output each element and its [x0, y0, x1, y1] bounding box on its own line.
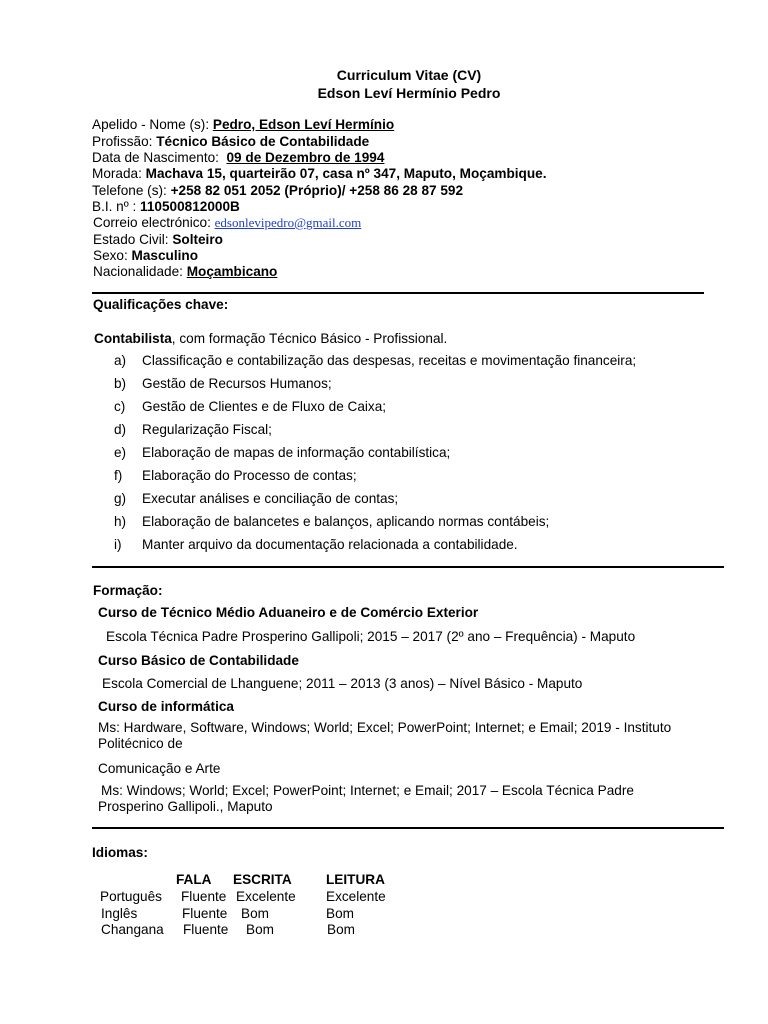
lang-leitura: Bom — [326, 906, 354, 921]
morada-row — [92, 165, 547, 182]
lang-escrita: Bom — [246, 922, 274, 937]
qualificacoes-heading: Qualificações chave: — [93, 297, 229, 312]
list-item-text: Executar análises e conciliação de contas; — [142, 491, 399, 506]
list-item — [0, 375, 768, 398]
list-item — [0, 398, 768, 421]
idiomas-heading: Idiomas: — [92, 845, 148, 860]
lang-fala: Fluente — [181, 889, 227, 904]
document-title: Curriculum Vitae (CV) — [336, 67, 482, 83]
lang-fala: Fluente — [183, 922, 229, 937]
list-item-text: Classificação e contabilização das despesas, receitas e movimentação financeira; — [142, 353, 637, 368]
telefone-label: Telefone (s): — [92, 183, 171, 198]
telefone-row — [92, 182, 463, 199]
telefone-value: +258 82 051 2052 (Próprio)/ +258 86 28 87 592 — [170, 183, 464, 198]
list-item-letter: h) — [114, 514, 127, 529]
lang-escrita: Excelente — [236, 889, 296, 904]
col-fala: FALA — [176, 872, 212, 887]
nascimento-row — [92, 149, 384, 166]
curso3-detail2: Ms: Windows; World; Excel; PowerPoint; Internet; e Email; 2017 – Escola Técnica Padre Prosperino Gallipoli., Maputo — [98, 783, 634, 814]
list-item-letter: d) — [114, 422, 127, 437]
nacionalidade-row — [93, 263, 277, 280]
list-item-text: Regularização Fiscal; — [142, 422, 272, 437]
list-item-text: Elaboração de balancetes e balanços, aplicando normas contábeis; — [142, 514, 550, 529]
curso2-title: Curso Básico de Contabilidade — [98, 653, 299, 668]
lang-name: Português — [100, 889, 162, 904]
qualificacoes-intro — [94, 330, 447, 347]
nascimento-label: Data de Nascimento: — [92, 150, 219, 165]
curso3-title: Curso de informática — [98, 699, 234, 714]
email-row — [93, 214, 361, 231]
lang-fala: Fluente — [182, 906, 228, 921]
list-item — [0, 444, 768, 467]
bi-row — [92, 198, 240, 215]
list-item-letter: g) — [114, 491, 127, 506]
lang-leitura: Bom — [327, 922, 355, 937]
divider-2 — [92, 566, 724, 568]
list-item-text: Elaboração de mapas de informação contabilística; — [142, 445, 451, 460]
list-item-letter: i) — [114, 537, 122, 552]
apelido-label: Apelido - Nome (s): — [92, 117, 213, 132]
list-item-letter: c) — [114, 399, 126, 414]
lang-leitura: Excelente — [326, 889, 386, 904]
email-link[interactable]: edsonlevipedro@gmail.com — [214, 215, 362, 230]
curso3-detail1: Ms: Hardware, Software, Windows; World; Excel; PowerPoint; Internet; e Email; 2019 - Instituto Politécnico de — [98, 720, 672, 751]
candidate-name: Edson Leví Hermínio Pedro — [317, 85, 501, 101]
apelido-value: Pedro, Edson Leví Hermínio — [212, 117, 395, 132]
list-item-text: Elaboração do Processo de contas; — [142, 468, 357, 483]
list-item-letter: a) — [114, 353, 127, 368]
lang-name: Changana — [101, 922, 164, 937]
profissao-row — [92, 133, 369, 150]
col-escrita: ESCRITA — [233, 872, 292, 887]
list-item-text: Gestão de Clientes e de Fluxo de Caixa; — [142, 399, 387, 414]
curso1-detail: Escola Técnica Padre Prosperino Gallipoli; 2015 – 2017 (2º ano – Frequência) - Maputo — [106, 629, 636, 644]
list-item — [0, 421, 768, 444]
morada-label: Morada: — [92, 166, 146, 181]
divider-3 — [92, 827, 724, 829]
apelido-row — [92, 116, 394, 133]
email-label: Correio electrónico: — [93, 215, 215, 230]
nacionalidade-label: Nacionalidade: — [93, 264, 187, 279]
civil-row — [93, 231, 223, 248]
profissao-label: Profissão: — [92, 134, 157, 149]
sexo-row — [93, 247, 198, 264]
list-item-letter: b) — [114, 376, 127, 391]
list-item-text: Gestão de Recursos Humanos; — [142, 376, 332, 391]
qualificacoes-intro-rest: , com formação Técnico Básico - Profissional. — [171, 331, 448, 346]
nascimento-value: 09 de Dezembro de 1994 — [226, 150, 385, 165]
bi-label: B.I. nº : — [92, 199, 141, 214]
lang-name: Inglês — [101, 906, 138, 921]
curso3-detail1b: Comunicação e Arte — [98, 761, 221, 776]
morada-value: Machava 15, quarteirão 07, casa nº 347, Maputo, Moçambique. — [145, 166, 547, 181]
profissao-value: Técnico Básico de Contabilidade — [156, 134, 370, 149]
civil-value: Solteiro — [172, 232, 223, 247]
curso1-title: Curso de Técnico Médio Aduaneiro e de Comércio Exterior — [98, 605, 479, 620]
sexo-label: Sexo: — [93, 248, 132, 263]
curso2-detail: Escola Comercial de Lhanguene; 2011 – 2013 (3 anos) – Nível Básico - Maputo — [102, 676, 583, 691]
list-item-letter: f) — [114, 468, 123, 483]
formacao-heading: Formação: — [93, 583, 163, 598]
list-item — [0, 513, 768, 536]
list-item — [0, 352, 768, 375]
list-item — [0, 536, 768, 559]
list-item-letter: e) — [114, 445, 127, 460]
list-item — [0, 467, 768, 490]
col-leitura: LEITURA — [326, 872, 385, 887]
divider-1 — [92, 292, 704, 294]
sexo-value: Masculino — [131, 248, 199, 263]
lang-escrita: Bom — [241, 906, 269, 921]
list-item-text: Manter arquivo da documentação relacionada a contabilidade. — [142, 537, 518, 552]
bi-value: 110500812000B — [140, 199, 240, 214]
qualificacoes-intro-bold: Contabilista — [94, 331, 172, 346]
list-item — [0, 490, 768, 513]
qualificacoes-list — [0, 352, 768, 559]
civil-label: Estado Civil: — [93, 232, 173, 247]
nacionalidade-value: Moçambicano — [186, 264, 278, 279]
